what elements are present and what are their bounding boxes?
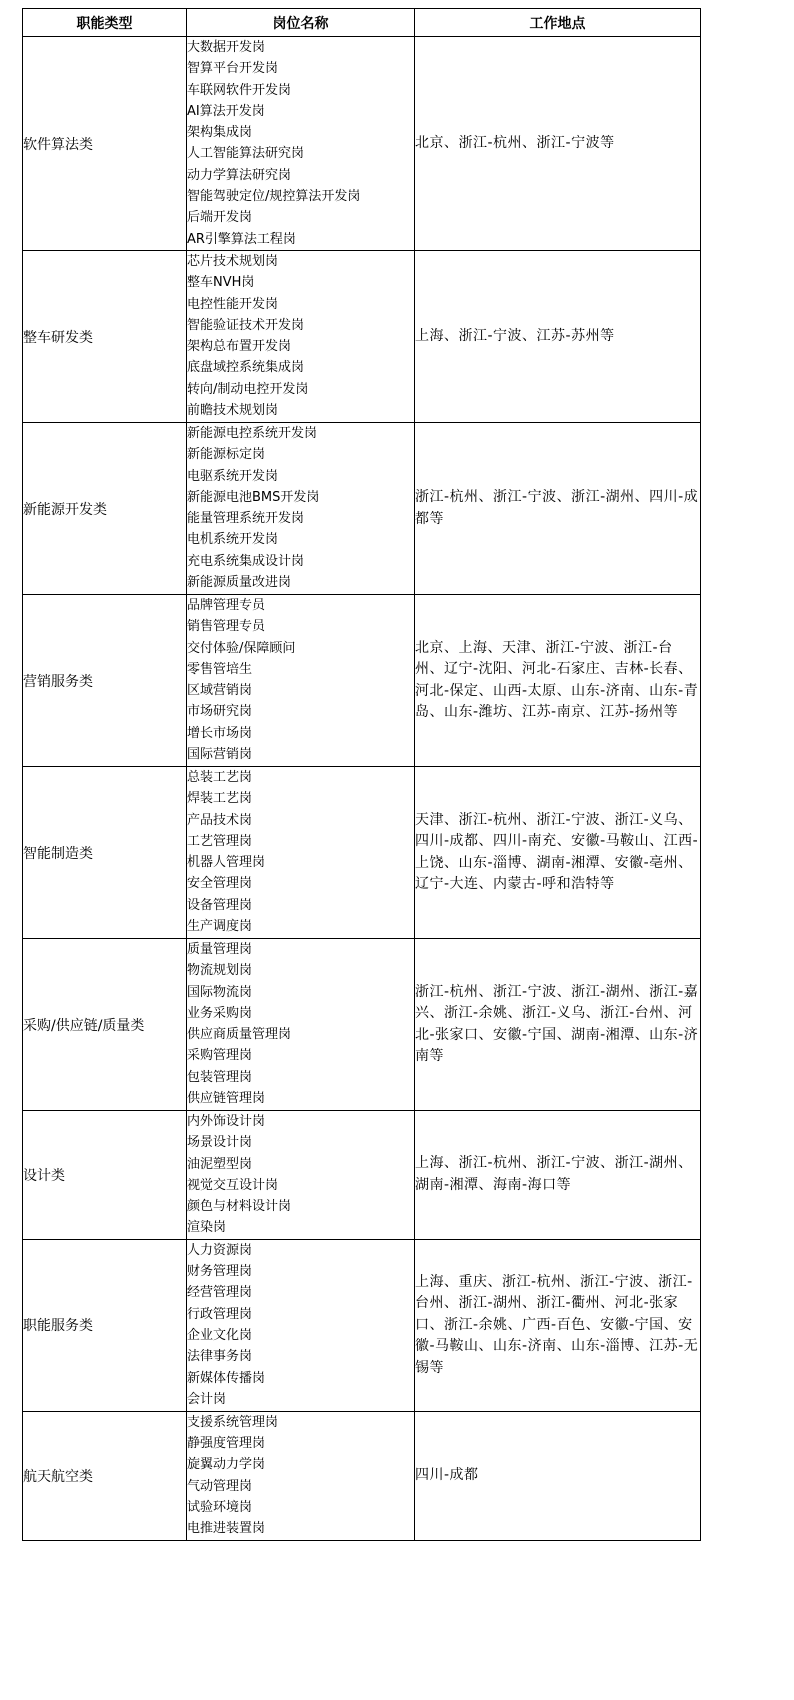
positions-cell: [187, 595, 415, 767]
location-cell: 浙江-杭州、浙江-宁波、浙江-湖州、四川-成都等: [415, 423, 701, 595]
header-position: 岗位名称: [187, 9, 415, 37]
category-cell: 整车研发类: [23, 251, 187, 423]
position-item: 增长市场岗: [187, 725, 253, 741]
position-item: 新能源质量改进岗: [187, 575, 292, 591]
position-item: 架构集成岗: [187, 125, 253, 141]
position-list: [187, 1412, 414, 1540]
position-item: AR引擎算法工程岗: [187, 231, 296, 247]
position-item: 整车NVH岗: [187, 275, 255, 291]
position-item: 品牌管理专员: [187, 598, 266, 613]
table-row: [23, 1111, 701, 1240]
position-item: 油泥塑型岗: [187, 1156, 253, 1172]
position-item: 包装管理岗: [187, 1069, 253, 1085]
position-item: 人力资源岗: [187, 1242, 253, 1258]
position-item: 采购管理岗: [187, 1048, 253, 1064]
position-item: 机器人管理岗: [187, 855, 266, 871]
position-item: 零售管培生: [187, 661, 253, 677]
position-list: [187, 1111, 414, 1239]
position-item: 人工智能算法研究岗: [187, 146, 305, 162]
position-item: 内外饰设计岗: [187, 1114, 266, 1129]
position-list: [187, 1240, 414, 1410]
positions-cell: [187, 939, 415, 1111]
position-item: 新能源电池BMS开发岗: [187, 489, 320, 505]
position-item: 电机系统开发岗: [187, 532, 279, 548]
category-cell: 设计类: [23, 1111, 187, 1240]
position-item: 动力学算法研究岗: [187, 167, 292, 183]
position-item: 底盘域控系统集成岗: [187, 360, 305, 376]
location-cell: 北京、上海、天津、浙江-宁波、浙江-台州、辽宁-沈阳、河北-石家庄、吉林-长春、河北-保定、山西-太原、山东-济南、山东-青岛、山东-潍坊、江苏-南京、江苏-扬州等: [415, 595, 701, 767]
position-item: 财务管理岗: [187, 1264, 253, 1280]
table-row: [23, 37, 701, 251]
position-item: 销售管理专员: [187, 619, 266, 635]
position-item: 供应商质量管理岗: [187, 1027, 292, 1043]
position-list: [187, 595, 414, 765]
positions-cell: [187, 423, 415, 595]
position-list: [187, 939, 414, 1109]
table-row: [23, 767, 701, 939]
position-item: 企业文化岗: [187, 1327, 253, 1343]
position-list: [187, 251, 414, 421]
position-item: 电推进装置岗: [187, 1521, 266, 1537]
position-item: 设备管理岗: [187, 897, 253, 913]
position-item: 新能源标定岗: [187, 447, 266, 463]
position-item: 供应链管理岗: [187, 1091, 266, 1107]
position-item: 支援系统管理岗: [187, 1414, 279, 1430]
position-item: 国际物流岗: [187, 984, 253, 1000]
position-item: 渲染岗: [187, 1220, 227, 1236]
position-item: 经营管理岗: [187, 1285, 253, 1301]
position-item: 颜色与材料设计岗: [187, 1199, 292, 1215]
position-item: 业务采购岗: [187, 1005, 253, 1021]
position-item: 场景设计岗: [187, 1135, 253, 1151]
position-item: 产品技术岗: [187, 812, 253, 828]
position-item: 安全管理岗: [187, 876, 253, 892]
position-item: 能量管理系统开发岗: [187, 511, 305, 527]
category-cell: 采购/供应链/质量类: [23, 939, 187, 1111]
location-cell: 上海、浙江-杭州、浙江-宁波、浙江-湖州、湖南-湘潭、海南-海口等: [415, 1111, 701, 1240]
position-item: 交付体验/保障顾问: [187, 640, 296, 656]
header-category: 职能类型: [23, 9, 187, 37]
category-cell: 智能制造类: [23, 767, 187, 939]
position-item: 电控性能开发岗: [187, 296, 279, 312]
positions-cell: [187, 1411, 415, 1540]
job-table: [22, 8, 701, 1541]
position-item: 大数据开发岗: [187, 40, 266, 55]
positions-cell: [187, 251, 415, 423]
header-location: 工作地点: [415, 9, 701, 37]
category-cell: 新能源开发类: [23, 423, 187, 595]
positions-cell: [187, 1239, 415, 1411]
position-item: 工艺管理岗: [187, 833, 253, 849]
position-item: 车联网软件开发岗: [187, 82, 292, 98]
category-cell: 软件算法类: [23, 37, 187, 251]
position-item: 气动管理岗: [187, 1478, 253, 1494]
position-item: 转向/制动电控开发岗: [187, 381, 309, 397]
position-item: 市场研究岗: [187, 704, 253, 720]
position-item: 后端开发岗: [187, 210, 253, 226]
position-item: 电驱系统开发岗: [187, 468, 279, 484]
category-cell: 航天航空类: [23, 1411, 187, 1540]
position-item: 视觉交互设计岗: [187, 1177, 279, 1193]
position-item: 焊装工艺岗: [187, 791, 253, 807]
position-item: 法律事务岗: [187, 1349, 253, 1365]
location-cell: 上海、浙江-宁波、江苏-苏州等: [415, 251, 701, 423]
location-cell: 上海、重庆、浙江-杭州、浙江-宁波、浙江-台州、浙江-湖州、浙江-衢州、河北-张家口、浙江-余姚、广西-百色、安徽-宁国、安徽-马鞍山、山东-济南、山东-淄博、江苏-无锡等: [415, 1239, 701, 1411]
table-row: [23, 251, 701, 423]
position-item: 前瞻技术规划岗: [187, 403, 279, 419]
position-item: 架构总布置开发岗: [187, 339, 292, 355]
position-item: 智能驾驶定位/规控算法开发岗: [187, 189, 361, 205]
position-item: 智算平台开发岗: [187, 61, 279, 77]
table-row: [23, 1239, 701, 1411]
category-cell: 营销服务类: [23, 595, 187, 767]
position-list: [187, 423, 414, 593]
position-item: AI算法开发岗: [187, 103, 265, 119]
position-item: 会计岗: [187, 1391, 227, 1407]
position-item: 质量管理岗: [187, 942, 253, 957]
position-item: 物流规划岗: [187, 963, 253, 979]
position-item: 国际营销岗: [187, 747, 253, 763]
position-item: 行政管理岗: [187, 1306, 253, 1322]
position-item: 试验环境岗: [187, 1499, 253, 1515]
position-list: [187, 767, 414, 937]
position-item: 总装工艺岗: [187, 770, 253, 785]
category-cell: 职能服务类: [23, 1239, 187, 1411]
position-item: 芯片技术规划岗: [187, 254, 279, 269]
position-item: 充电系统集成设计岗: [187, 553, 305, 569]
location-cell: 四川-成都: [415, 1411, 701, 1540]
location-cell: 天津、浙江-杭州、浙江-宁波、浙江-义乌、四川-成都、四川-南充、安徽-马鞍山、江西-上饶、山东-淄博、湖南-湘潭、安徽-亳州、辽宁-大连、内蒙古-呼和浩特等: [415, 767, 701, 939]
position-item: 生产调度岗: [187, 919, 253, 935]
location-cell: 北京、浙江-杭州、浙江-宁波等: [415, 37, 701, 251]
positions-cell: [187, 1111, 415, 1240]
table-row: [23, 1411, 701, 1540]
position-item: 新媒体传播岗: [187, 1370, 266, 1386]
positions-cell: [187, 37, 415, 251]
table-row: [23, 595, 701, 767]
position-item: 新能源电控系统开发岗: [187, 426, 318, 441]
table-row: [23, 423, 701, 595]
positions-cell: [187, 767, 415, 939]
position-item: 区域营销岗: [187, 683, 253, 699]
table-row: [23, 939, 701, 1111]
position-list: [187, 37, 414, 250]
table-header-row: [23, 9, 701, 37]
position-item: 旋翼动力学岗: [187, 1457, 266, 1473]
location-cell: 浙江-杭州、浙江-宁波、浙江-湖州、浙江-嘉兴、浙江-余姚、浙江-义乌、浙江-台州、河北-张家口、安徽-宁国、湖南-湘潭、山东-济南等: [415, 939, 701, 1111]
position-item: 静强度管理岗: [187, 1436, 266, 1452]
position-item: 智能验证技术开发岗: [187, 317, 305, 333]
